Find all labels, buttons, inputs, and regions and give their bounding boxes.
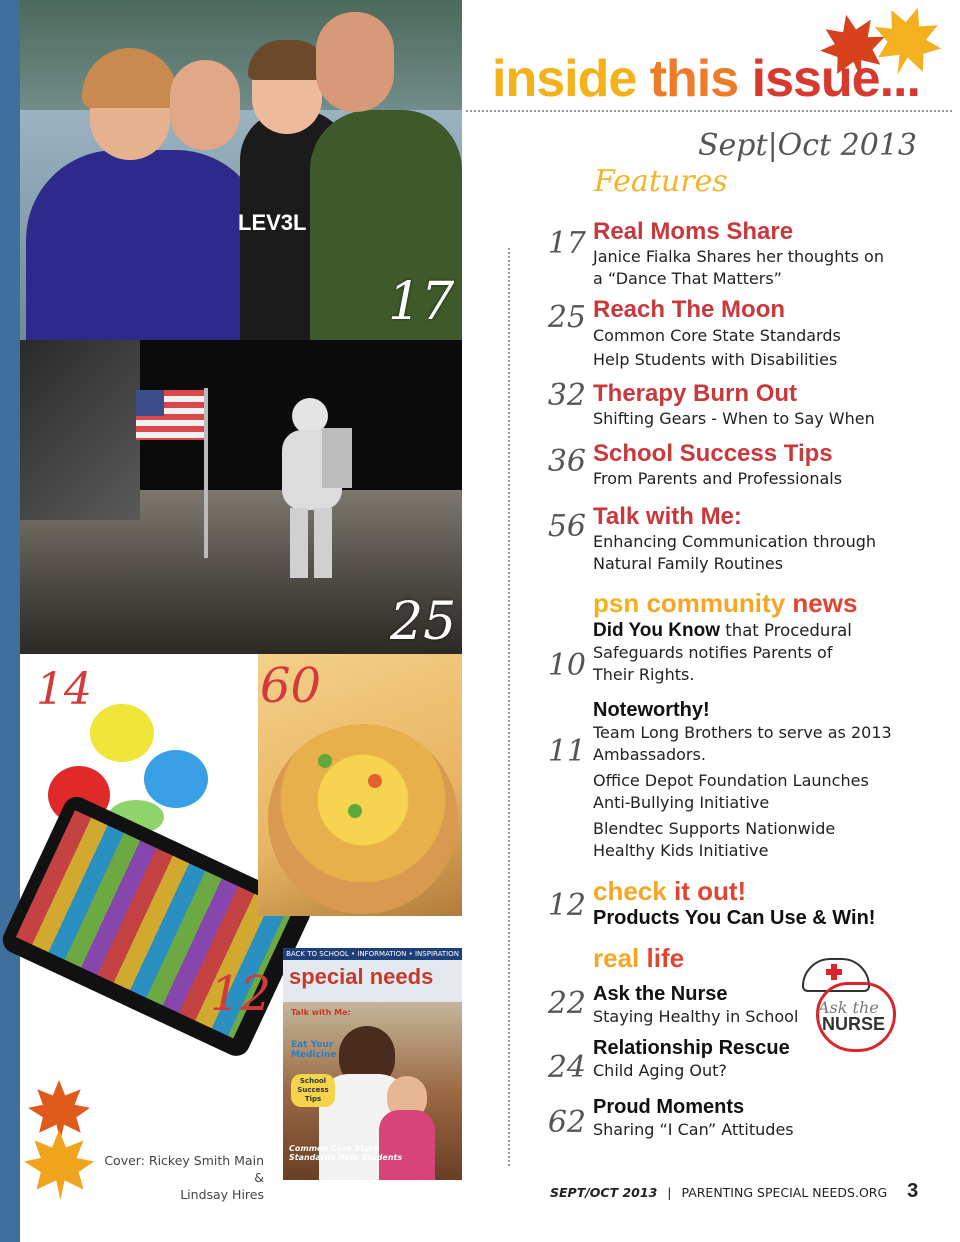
section-check-it-out[interactable] (540, 876, 950, 930)
toy-tablet-photo (20, 654, 272, 1054)
cover-credit (94, 1152, 264, 1203)
page-number: 56 (547, 509, 586, 544)
title-this: this (649, 50, 739, 108)
feature-line: Common Core State Standards (593, 326, 841, 345)
astronaut-icon (282, 398, 346, 578)
item-heading: Relationship Rescue (593, 1037, 790, 1059)
page-number: 24 (547, 1050, 586, 1085)
feature-headline: School Success Tips (593, 440, 833, 467)
moon-landing-photo (20, 340, 462, 654)
page-number: 10 (547, 648, 586, 683)
item-line: Sharing “I Can” Attitudes (593, 1120, 794, 1139)
features-label: Features (594, 164, 728, 199)
title-inside: inside (492, 50, 637, 108)
title-issue: issue... (751, 50, 920, 108)
page-spine (0, 0, 20, 1242)
feature-headline: Reach The Moon (593, 296, 786, 323)
page-number: 17 (547, 226, 586, 261)
maple-leaf-icon-2 (24, 1130, 94, 1200)
page-footer (550, 1180, 918, 1203)
footer-site: PARENTING SPECIAL NEEDS.ORG (681, 1185, 888, 1200)
feature-headline: Talk with Me: (593, 503, 742, 530)
page-number: 22 (547, 986, 586, 1021)
item-line: Team Long Brothers to serve as 2013 (593, 723, 892, 742)
page-number-tablet: 12 (210, 966, 272, 1022)
feature-therapy-burn-out[interactable] (540, 380, 950, 430)
feature-line: From Parents and Professionals (593, 469, 843, 488)
footer-page-number: 3 (907, 1180, 919, 1202)
ask-the-nurse-badge (802, 956, 902, 1050)
dough-yellow (90, 704, 154, 762)
page-number: 62 (547, 1105, 586, 1140)
label-news: news (792, 588, 858, 618)
family-photo (20, 0, 462, 340)
cover-eat: Eat Your Medicine (291, 1040, 337, 1060)
item-line: Healthy Kids Initiative (593, 841, 769, 860)
cover-banner: BACK TO SCHOOL • INFORMATION • INSPIRATION (283, 948, 462, 960)
item-line: Staying Healthy in School (593, 1007, 799, 1026)
feature-school-success[interactable] (540, 440, 950, 490)
badge-line1: Ask the (818, 998, 879, 1017)
item-line: Their Rights. (593, 665, 695, 684)
label-psn: psn (593, 588, 640, 618)
item-heading: Proud Moments (593, 1096, 745, 1118)
item-proud-moments[interactable] (540, 1095, 950, 1141)
did-you-know-rest: that Procedural (720, 621, 852, 640)
page-number: 11 (547, 734, 586, 769)
food-photo (258, 654, 462, 916)
feature-line: Enhancing Communication through (593, 532, 877, 551)
section-real-life (593, 943, 684, 973)
item-line: Child Aging Out? (593, 1061, 727, 1080)
feature-line: Help Students with Disabilities (593, 350, 838, 369)
cover-thumbnail[interactable] (283, 948, 462, 1180)
page-number-food: 60 (260, 658, 322, 714)
footer-issue: SEPT/OCT 2013 (550, 1185, 658, 1200)
item-line: Ambassadors. (593, 745, 706, 764)
cover-credit-line2: Lindsay Hires (180, 1187, 264, 1202)
feature-line: Natural Family Routines (593, 554, 784, 573)
label-check: check (593, 876, 667, 906)
did-you-know-bold: Did You Know (593, 620, 721, 641)
label-life: life (646, 943, 685, 973)
check-it-out-line: Products You Can Use & Win! (593, 907, 876, 929)
shirt-logo: LEV3L (238, 210, 307, 235)
item-noteworthy[interactable] (540, 698, 950, 862)
dough-blue (144, 750, 208, 808)
page-number-family: 17 (388, 272, 455, 332)
badge-line2: NURSE (822, 1014, 886, 1034)
label-it: it (673, 876, 690, 906)
cover-talk: Talk with Me: (291, 1008, 351, 1017)
feature-line: Janice Fialka Shares her thoughts on (593, 247, 884, 266)
red-cross-icon (826, 964, 842, 980)
page-number: 12 (547, 888, 586, 923)
issue-date: Sept|Oct 2013 (698, 128, 918, 163)
toc-divider (508, 248, 510, 1166)
page-number: 36 (547, 444, 586, 479)
cover-masthead: special needs (289, 964, 434, 989)
feature-headline: Therapy Burn Out (593, 380, 798, 407)
item-heading: Ask the Nurse (593, 983, 728, 1005)
item-line: Blendtec Supports Nationwide (593, 819, 836, 838)
item-ask-the-nurse[interactable] (540, 982, 800, 1028)
page-number-toy: 14 (36, 664, 92, 715)
item-line: Anti-Bullying Initiative (593, 793, 770, 812)
item-did-you-know[interactable] (540, 620, 950, 686)
feature-line: Shifting Gears - When to Say When (593, 409, 875, 428)
feature-reach-moon[interactable] (540, 296, 950, 372)
page-number: 32 (547, 378, 586, 413)
title-divider (466, 110, 952, 112)
feature-real-moms[interactable] (540, 218, 950, 290)
page-title (492, 44, 920, 114)
item-line: Safeguards notifies Parents of (593, 643, 833, 662)
item-line: Office Depot Foundation Launches (593, 771, 869, 790)
label-out: out! (697, 876, 747, 906)
feature-talk-with-me[interactable] (540, 503, 950, 575)
page-number: 25 (547, 300, 586, 335)
label-community: community (646, 588, 786, 618)
cover-school: School Success Tips (291, 1074, 335, 1107)
cover-credit-line1: Cover: Rickey Smith Main & (104, 1153, 264, 1185)
page-number-moon: 25 (390, 592, 457, 652)
footer-separator: | (667, 1185, 672, 1200)
feature-line: a “Dance That Matters” (593, 269, 782, 288)
feature-headline: Real Moms Share (593, 218, 794, 245)
cover-footer: Common Core State Standards Help Students (289, 1144, 403, 1162)
flag-icon (136, 390, 204, 440)
label-real: real (593, 943, 640, 973)
section-community-news (593, 588, 857, 618)
noteworthy-heading: Noteworthy! (593, 699, 710, 721)
